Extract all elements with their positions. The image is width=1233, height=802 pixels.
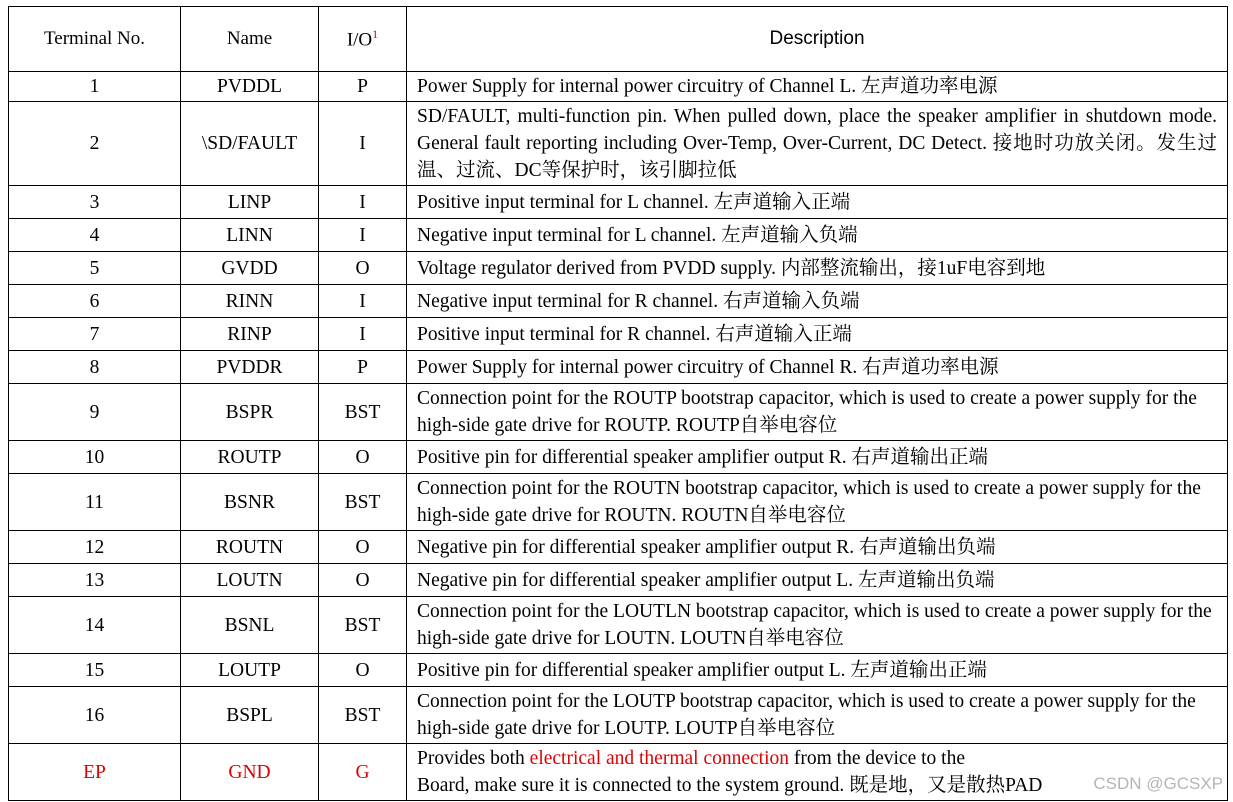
terminal-no-cell: 6 (9, 285, 181, 318)
table-row (9, 252, 1228, 285)
io-type-cell: I (319, 318, 407, 351)
table-row (9, 564, 1228, 597)
io-type-cell: I (319, 219, 407, 252)
description-cell: Connection point for the LOUTLN bootstrap capacitor, which is used to create a power supply for the high-side gate drive for LOUTN. LOUTN自举电容位 (407, 597, 1228, 654)
table-row (9, 474, 1228, 531)
pin-name-cell: RINN (181, 285, 319, 318)
header-name: Name (181, 7, 319, 72)
terminal-no-cell: 4 (9, 219, 181, 252)
ep-desc-line2: Board, make sure it is connected to the system ground. 既是地，又是散热PAD (417, 775, 1043, 796)
pin-name-cell: LINP (181, 186, 319, 219)
table-row (9, 687, 1228, 744)
table-row (9, 597, 1228, 654)
pin-name-cell: BSPR (181, 384, 319, 441)
terminal-no-cell: EP (9, 744, 181, 801)
description-cell: Power Supply for internal power circuitry of Channel R. 右声道功率电源 (407, 351, 1228, 384)
pin-name-cell: GVDD (181, 252, 319, 285)
header-description: Description (407, 7, 1228, 72)
description-cell: Connection point for the ROUTN bootstrap capacitor, which is used to create a power supply for the high-side gate drive for ROUTN. ROUTN自举电容位 (407, 474, 1228, 531)
description-cell: SD/FAULT, multi-function pin. When pulled down, place the speaker amplifier in shutdown mode. General fault reporting including Over-Temp, Over-Current, DC Detect. 接地时功放关闭。发生过温、过流、DC等保护时，该引脚拉低 (407, 102, 1228, 186)
description-cell: Positive pin for differential speaker amplifier output L. 左声道输出正端 (407, 654, 1228, 687)
io-type-cell: P (319, 72, 407, 102)
header-row (9, 7, 1228, 72)
terminal-no-cell: 5 (9, 252, 181, 285)
io-type-cell: O (319, 531, 407, 564)
io-type-cell: BST (319, 597, 407, 654)
table-row (9, 384, 1228, 441)
description-cell: Negative input terminal for R channel. 右声道输入负端 (407, 285, 1228, 318)
terminal-no-cell: 10 (9, 441, 181, 474)
io-type-cell: O (319, 654, 407, 687)
io-type-cell: I (319, 285, 407, 318)
header-io (319, 7, 407, 72)
watermark: CSDN @GCSXP (1093, 774, 1223, 793)
table-row (9, 102, 1228, 186)
io-type-cell: I (319, 186, 407, 219)
io-type-cell: O (319, 564, 407, 597)
io-type-cell: P (319, 351, 407, 384)
pin-name-cell: LOUTP (181, 654, 319, 687)
header-io-footnote-ref: 1 (372, 26, 379, 41)
terminal-no-cell: 3 (9, 186, 181, 219)
header-terminal-no: Terminal No. (9, 7, 181, 72)
table-row (9, 318, 1228, 351)
description-cell: Positive input terminal for R channel. 右声道输入正端 (407, 318, 1228, 351)
description-cell: Negative pin for differential speaker amplifier output L. 左声道输出负端 (407, 564, 1228, 597)
pin-name-cell: \SD/FAULT (181, 102, 319, 186)
terminal-no-cell: 11 (9, 474, 181, 531)
description-cell: Positive input terminal for L channel. 左声道输入正端 (407, 186, 1228, 219)
pin-name-cell: RINP (181, 318, 319, 351)
pin-name-cell: ROUTP (181, 441, 319, 474)
description-cell: Negative input terminal for L channel. 左声道输入负端 (407, 219, 1228, 252)
pin-name-cell: LOUTN (181, 564, 319, 597)
pin-name-cell: BSPL (181, 687, 319, 744)
terminal-no-cell: 14 (9, 597, 181, 654)
io-type-cell: O (319, 441, 407, 474)
description-cell: Positive pin for differential speaker amplifier output R. 右声道输出正端 (407, 441, 1228, 474)
table-row (9, 654, 1228, 687)
description-cell: Connection point for the LOUTP bootstrap capacitor, which is used to create a power supply for the high-side gate drive for LOUTP. LOUTP自举电容位 (407, 687, 1228, 744)
pin-name-cell: PVDDL (181, 72, 319, 102)
description-cell: Connection point for the ROUTP bootstrap capacitor, which is used to create a power supply for the high-side gate drive for ROUTP. ROUTP自举电容位 (407, 384, 1228, 441)
ep-desc-suffix: from the device to the (789, 748, 965, 769)
description-cell: Negative pin for differential speaker amplifier output R. 右声道输出负端 (407, 531, 1228, 564)
description-cell: Power Supply for internal power circuitry of Channel L. 左声道功率电源 (407, 72, 1228, 102)
io-type-cell: I (319, 102, 407, 186)
pin-name-cell: BSNL (181, 597, 319, 654)
table-row (9, 72, 1228, 102)
table-row (9, 219, 1228, 252)
pin-name-cell: ROUTN (181, 531, 319, 564)
terminal-no-cell: 15 (9, 654, 181, 687)
io-type-cell: BST (319, 474, 407, 531)
pin-name-cell: LINN (181, 219, 319, 252)
io-type-cell: BST (319, 687, 407, 744)
terminal-no-cell: 2 (9, 102, 181, 186)
pin-description-table (8, 6, 1228, 801)
terminal-no-cell: 7 (9, 318, 181, 351)
pin-name-cell: GND (181, 744, 319, 801)
io-type-cell: O (319, 252, 407, 285)
description-cell: Voltage regulator derived from PVDD supply. 内部整流输出，接1uF电容到地 (407, 252, 1228, 285)
ep-desc-prefix: Provides both (417, 748, 530, 769)
terminal-no-cell: 12 (9, 531, 181, 564)
table-row (9, 351, 1228, 384)
table-row (9, 186, 1228, 219)
header-io-label: I/O (346, 29, 373, 51)
terminal-no-cell: 8 (9, 351, 181, 384)
table-row-exposed-pad (9, 744, 1228, 801)
terminal-no-cell: 13 (9, 564, 181, 597)
terminal-no-cell: 9 (9, 384, 181, 441)
io-type-cell: BST (319, 384, 407, 441)
io-type-cell: G (319, 744, 407, 801)
ep-desc-highlight: electrical and thermal connection (529, 748, 789, 769)
terminal-no-cell: 1 (9, 72, 181, 102)
terminal-no-cell: 16 (9, 687, 181, 744)
table-row (9, 531, 1228, 564)
pin-name-cell: BSNR (181, 474, 319, 531)
table-row (9, 441, 1228, 474)
pin-name-cell: PVDDR (181, 351, 319, 384)
table-row (9, 285, 1228, 318)
